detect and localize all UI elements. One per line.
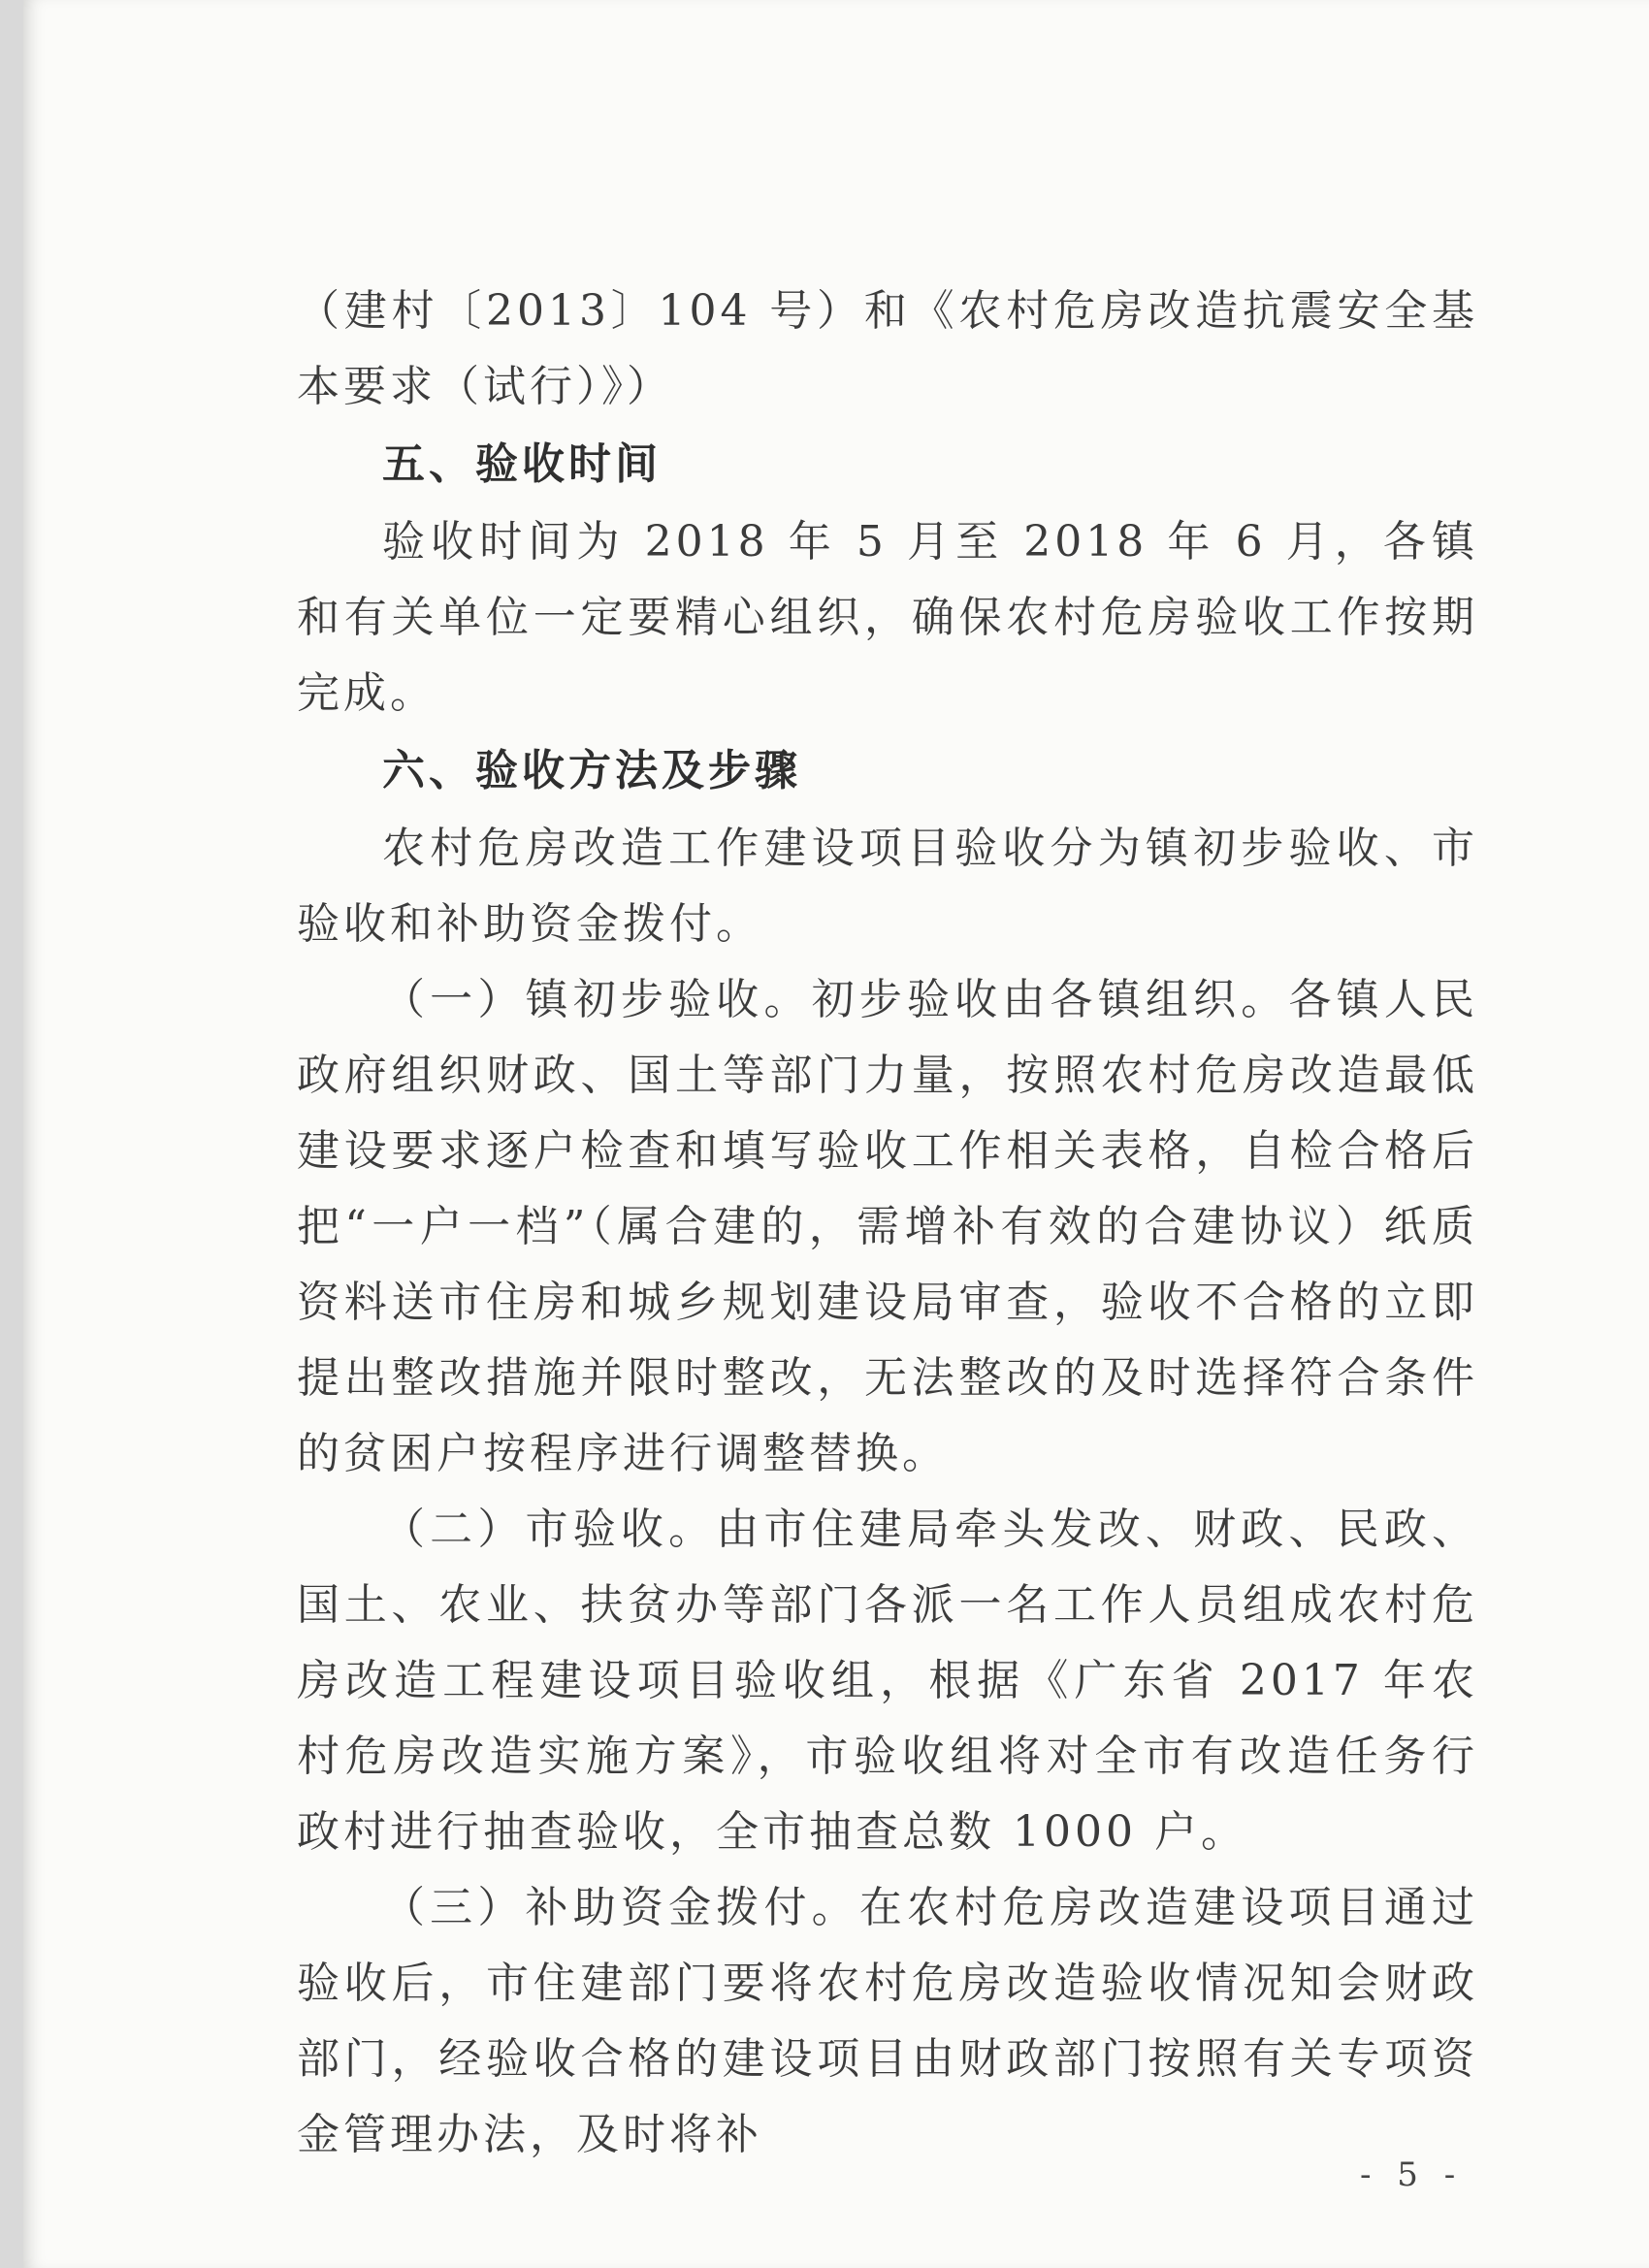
paragraph: 农村危房改造工作建设项目验收分为镇初步验收、市验收和补助资金拨付。 xyxy=(297,824,1478,949)
continuation-paragraph: （建村〔2013〕104 号）和《农村危房改造抗震安全基本要求（试行）》） xyxy=(297,286,1478,411)
paragraph: 验收时间为 2018 年 5 月至 2018 年 6 月，各镇和有关单位一定要精心组织，确保农村危房验收工作按期完成。 xyxy=(297,517,1478,718)
paragraph: （二）市验收。由市住建局牵头发改、财政、民政、国土、农业、扶贫办等部门各派一名工作人员组成农村危房改造工程建设项目验收组，根据《广东省 2017 年农村危房改造实施方案》，市验收组将对全市有改造任务行政村进行抽查验收，全市抽查总数 1000 户。 xyxy=(297,1505,1478,1857)
page-number: - 5 - xyxy=(1360,2155,1464,2194)
section-heading-6: 六、验收方法及步骤 xyxy=(382,746,801,795)
paragraph: （一）镇初步验收。初步验收由各镇组织。各镇人民政府组织财政、国土等部门力量，按照农村危房改造最低建设要求逐户检查和填写验收工作相关表格，自检合格后把“一户一档”（属合建的，需增补有效的合建协议）纸质资料送市住房和城乡规划建设局审查，验收不合格的立即提出整改措施并限时整改，无法整改的及时选择符合条件的贫困户按程序进行调整替换。 xyxy=(297,975,1478,1478)
paragraph: （三）补助资金拨付。在农村危房改造建设项目通过验收后，市住建部门要将农村危房改造验收情况知会财政部门，经验收合格的建设项目由财政部门按照有关专项资金管理办法，及时将补 xyxy=(297,1883,1478,2159)
section-heading-5: 五、验收时间 xyxy=(382,439,662,489)
document-page xyxy=(23,0,1649,2268)
document-body xyxy=(297,274,1478,2173)
